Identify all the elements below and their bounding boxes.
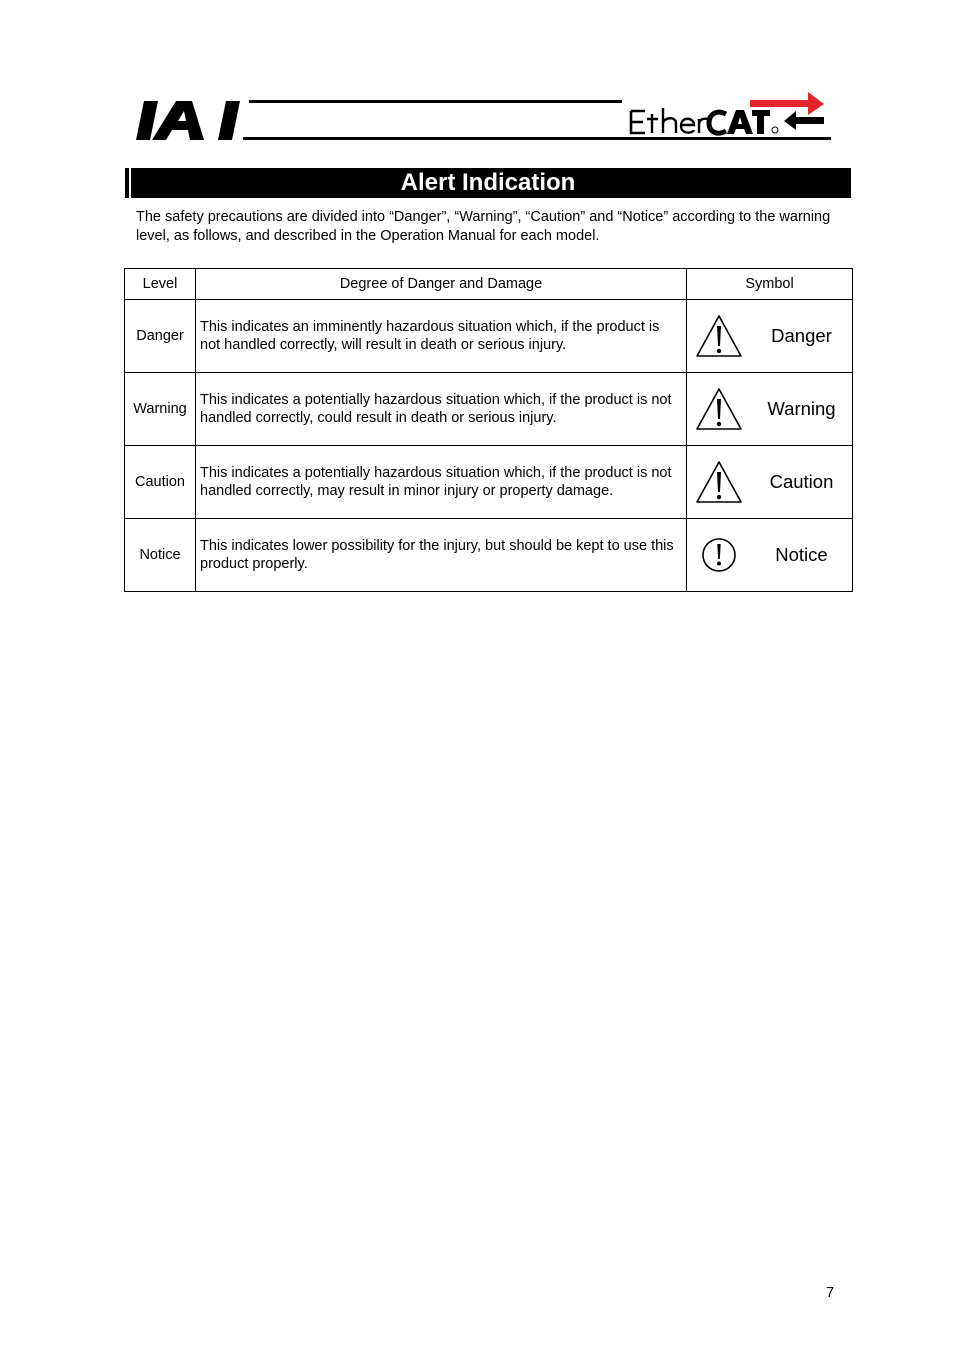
symbol-cell (687, 446, 853, 519)
warning-triangle-icon (695, 314, 743, 358)
section-title-bar (125, 168, 851, 198)
table-row (125, 300, 853, 373)
header-graphic (0, 0, 954, 150)
level-cell: Notice (125, 519, 196, 592)
header-degree: Degree of Danger and Damage (196, 269, 687, 300)
symbol-cell (687, 300, 853, 373)
symbol-label: Notice (775, 544, 828, 565)
ethercat-logo (0, 0, 824, 134)
iai-logo (0, 0, 240, 140)
table-row (125, 519, 853, 592)
level-cell: Caution (125, 446, 196, 519)
header-rule-top (249, 100, 622, 103)
section-title: Alert Indication (400, 169, 576, 196)
description-cell: This indicates lower possibility for the injury, but should be kept to use this product properly. (196, 519, 687, 592)
intro-paragraph: The safety precautions are divided into “Danger”, “Warning”, “Caution” and “Notice” according to the warning level, as follows, and described in the Operation Manual for each model. (136, 209, 831, 244)
header-symbol: Symbol (687, 269, 853, 300)
symbol-cell (687, 373, 853, 446)
page-header (0, 0, 954, 150)
symbol-label: Caution (769, 471, 834, 492)
symbol-label: Warning (767, 398, 836, 419)
warning-triangle-icon (695, 460, 743, 504)
description-cell: This indicates a potentially hazardous situation which, if the product is not handled correctly, may result in minor injury or property damage. (196, 446, 687, 519)
level-cell: Danger (125, 300, 196, 373)
page-number: 7 (826, 1285, 835, 1301)
alert-levels-table (124, 268, 853, 592)
table-row (125, 373, 853, 446)
header-level: Level (125, 269, 196, 300)
exclamation-circle-icon (695, 533, 743, 577)
symbol-cell (687, 519, 853, 592)
description-cell: This indicates an imminently hazardous situation which, if the product is not handled correctly, will result in death or serious injury. (196, 300, 687, 373)
symbol-label: Danger (771, 325, 832, 346)
description-cell: This indicates a potentially hazardous situation which, if the product is not handled correctly, could result in death or serious injury. (196, 373, 687, 446)
table-header-row (125, 269, 853, 300)
table-row (125, 446, 853, 519)
level-cell: Warning (125, 373, 196, 446)
warning-triangle-icon (695, 387, 743, 431)
header-rule-bottom (243, 137, 831, 140)
